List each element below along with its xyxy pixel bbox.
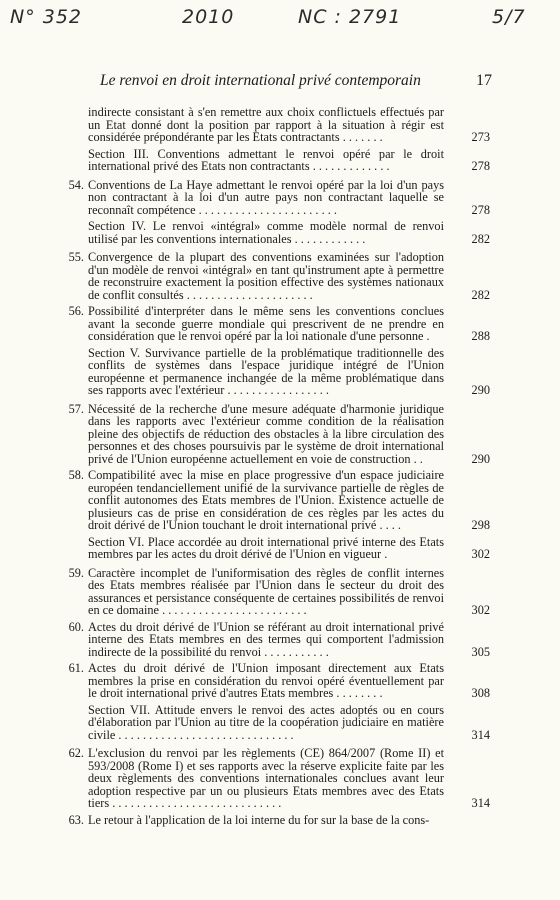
toc-entry-text: Section VI. Place accordée au droit international privé interne des Etats membres par les actes du droit dérivé de l'Union en vigueur . bbox=[88, 534, 444, 561]
table-of-contents bbox=[52, 106, 490, 830]
toc-entry bbox=[52, 747, 490, 810]
toc-entry-text: Caractère incomplet de l'uniformisation des règles de conflit internes des Etats membres réalisée par l'Union dans le secteur du droit des assurances et persistance conséquente de certaines possibilités de renvoi en ce domaine . . . . . . . . . . . . . . . . . . . . . . . . bbox=[88, 565, 444, 617]
toc-entry-number: 63. bbox=[68, 812, 84, 827]
toc-entry-text: L'exclusion du renvoi par les règlements (CE) 864/2007 (Rome II) et 593/2008 (Rome I) et ses rapports avec la réserve explicite faite par les deux règlements des conventions internationales conclues avant leur adoption respective par un ou plusieurs Etats membres avec des Etats tiers . . . . . . . . . . . . . . . . . . . . . . . . . . . . bbox=[88, 746, 444, 810]
toc-entry-text: Le retour à l'application de la loi interne du for sur la base de la cons- bbox=[88, 812, 430, 827]
toc-entry-page: 282 bbox=[471, 231, 490, 246]
toc-entry-text: Section III. Conventions admettant le renvoi opéré par le droit international privé des Etats non contractants . . . . . . . . . . . . . bbox=[88, 146, 444, 173]
toc-entry-page: 298 bbox=[471, 518, 490, 532]
toc-entry-page: 288 bbox=[471, 329, 490, 343]
toc-entry-page: 290 bbox=[471, 383, 490, 397]
toc-entry bbox=[52, 251, 490, 301]
toc-section-entry bbox=[52, 220, 490, 245]
toc-entry-text: Possibilité d'interpréter dans le même sens les conventions conclues avant la seconde guerre mondiale qui prescrivent de ne prendre en considération que le renvoi opéré par la loi nationale d'une personne . bbox=[88, 304, 444, 343]
toc-entry bbox=[52, 621, 490, 659]
toc-entry bbox=[52, 179, 490, 217]
toc-entry-text: Convergence de la plupart des conventions examinées sur l'adoption d'un modèle de renvoi «intégral» en tant qu'instrument apte à permettre de reconstruire exactement la position effective des systèmes nationaux de conflit consultés . . . . . . . . . . . . . . . . . . . . . bbox=[88, 250, 444, 302]
toc-entry-text: Nécessité de la recherche d'une mesure adéquate d'harmonie juridique dans les rapports avec l'extérieur comme condition de la réalisation pleine des objectifs de réduction des obstacles à la libre circulation des personnes et des choses poursuivis par le système de droit international privé de l'Union européenne actuellement en voie de construction . . bbox=[88, 401, 444, 466]
toc-entry bbox=[52, 662, 490, 700]
toc-entry-number: 57. bbox=[68, 401, 84, 416]
toc-entry-page: 302 bbox=[471, 603, 490, 617]
toc-entry-text: indirecte consistant à s'en remettre aux choix conflictuels effectués par un Etat donné dont la position par rapport à la situation à régir est considérée prépondérante par les Etats contractants . . . . . . . bbox=[88, 105, 444, 144]
toc-entry-page: 305 bbox=[471, 644, 490, 659]
toc-entry-number: 58. bbox=[68, 468, 84, 482]
toc-entry-text: Compatibilité avec la mise en place progressive d'un espace judiciaire européen tendanciellement unifié de la survivance partielle de règles de conflit autonomes des Etats membres de l'Union. Existence actuelle de plusieurs cas de prise en considération de ces règles par les actes du droit dérivé de l'Union touchant le droit international privé . . . . bbox=[88, 468, 444, 532]
handwritten-note-3: NC : 2791 bbox=[298, 6, 402, 28]
toc-entry-page: 314 bbox=[471, 796, 490, 810]
handwritten-note-2: 2010 bbox=[182, 6, 235, 28]
toc-entry-number: 62. bbox=[68, 746, 84, 760]
toc-entry-page: 278 bbox=[471, 202, 490, 217]
handwritten-note-1: N° 352 bbox=[10, 6, 83, 28]
toc-entry bbox=[52, 106, 490, 144]
toc-entry bbox=[52, 305, 490, 343]
toc-entry-number: 56. bbox=[68, 304, 84, 318]
toc-entry-number: 55. bbox=[68, 250, 84, 264]
toc-entry-number: 54. bbox=[68, 177, 84, 192]
toc-entry-number: 61. bbox=[68, 661, 84, 675]
toc-entry-text: Section VII. Attitude envers le renvoi des actes adoptés ou en cours d'élaboration par l'Union au titre de la coopération judiciaire en matière civile . . . . . . . . . . . . . . . . . . . . . . . . . . . . . bbox=[88, 702, 444, 742]
toc-entry-page: 314 bbox=[471, 727, 490, 742]
toc-entry-number: 60. bbox=[68, 619, 84, 634]
toc-entry-page: 302 bbox=[471, 547, 490, 561]
toc-section-entry bbox=[52, 347, 490, 397]
toc-entry-page: 273 bbox=[471, 130, 490, 144]
toc-entry-number: 59. bbox=[68, 565, 84, 580]
toc-entry-page: 282 bbox=[471, 287, 490, 302]
toc-entry-text: Actes du droit dérivé de l'Union imposant directement aux Etats membres la prise en considération du renvoi opéré éventuellement par le droit international privé d'autres Etats membres . . . . . . . . bbox=[88, 661, 444, 700]
toc-entry bbox=[52, 814, 490, 827]
toc-entry bbox=[52, 567, 490, 617]
toc-entry-text: Conventions de La Haye admettant le renvoi opéré par la loi d'un pays non contractant à la loi d'un autre pays non contractant laquelle se reconnaît compétence . . . . . . . . . . . . . . . . . . . . . . . bbox=[88, 177, 444, 217]
running-header: Le renvoi en droit international privé contemporain bbox=[100, 72, 421, 89]
handwritten-note-4: 5/7 bbox=[492, 6, 526, 28]
page-number: 17 bbox=[476, 72, 492, 89]
toc-section-entry bbox=[52, 536, 490, 561]
toc-entry-page: 278 bbox=[471, 159, 490, 173]
toc-entry bbox=[52, 469, 490, 532]
toc-entry-page: 290 bbox=[471, 451, 490, 466]
toc-entry-text: Section V. Survivance partielle de la problématique traditionnelle des conflits de systèmes dans l'espace juridique intégré de l'Union européenne et permanence inchangée de la même problématique dans ses rapports avec l'extérieur . . . . . . . . . . . . . . . . . bbox=[88, 345, 444, 397]
toc-entry bbox=[52, 403, 490, 466]
toc-entry-page: 308 bbox=[471, 686, 490, 700]
toc-section-entry bbox=[52, 704, 490, 742]
toc-entry-text: Section IV. Le renvoi «intégral» comme modèle normal de renvoi utilisé par les conventions internationales . . . . . . . . . . . . bbox=[88, 219, 444, 246]
toc-entry-text: Actes du droit dérivé de l'Union se référant au droit international privé interne des Etats membres en des termes qui comportent l'admission indirecte de la possibilité du renvoi . . . . . . . . . . . bbox=[88, 619, 444, 659]
toc-section-entry bbox=[52, 148, 490, 173]
